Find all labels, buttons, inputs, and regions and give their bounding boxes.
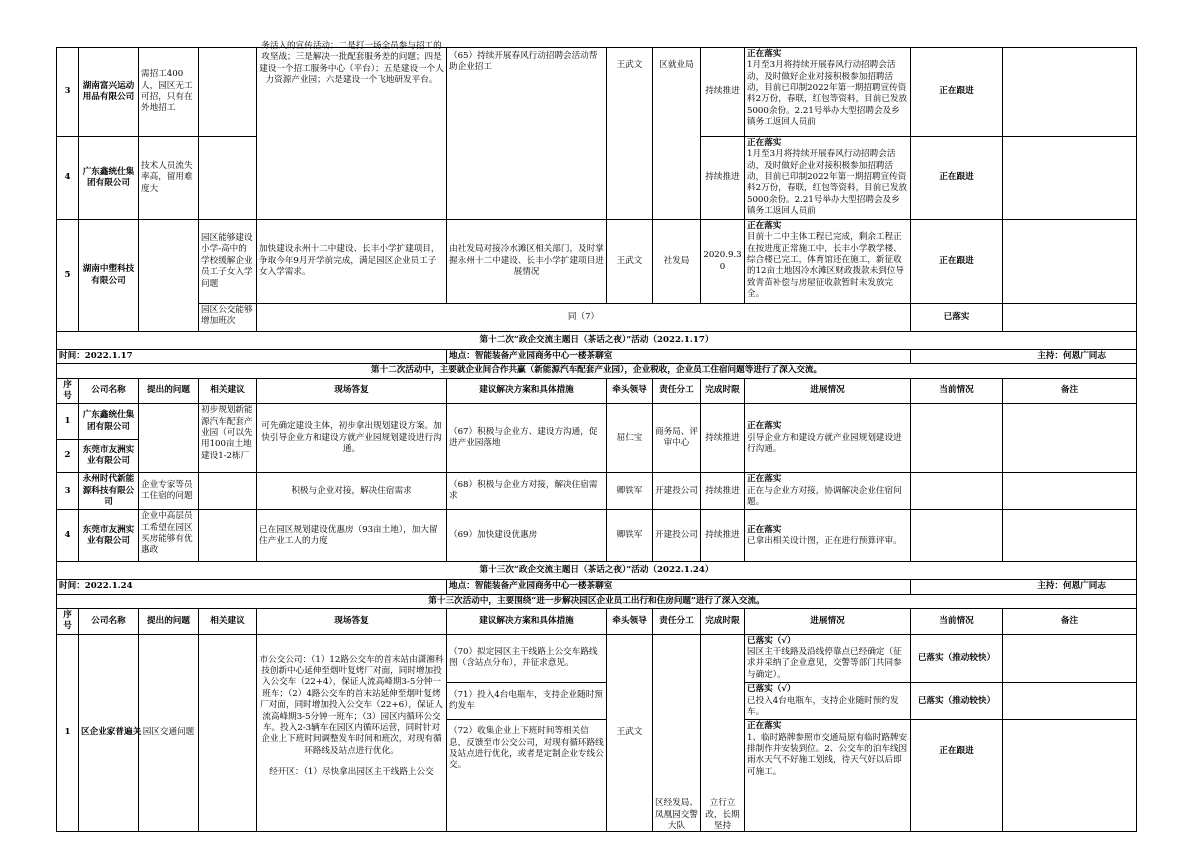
table-row <box>57 304 1137 332</box>
col-header: 责任分工 <box>653 378 701 404</box>
remark-cell <box>1003 220 1137 304</box>
progress-head: 正在落实 <box>747 721 782 732</box>
progress-head: 正在落实 <box>747 49 782 59</box>
progress-cell <box>745 510 911 562</box>
suggest-text: 初步规划新能源汽车配套产业园（可以先用100亩土地建设1-2栋厂 <box>201 405 253 461</box>
status-cell <box>911 510 1003 562</box>
deadline-text: 立行立改，长期坚持 <box>705 798 740 831</box>
meeting12-summary: 第十二次活动中，主要就企业间合作共赢（新能源汽车配套产业园），企业税收，企业员工住宿问题等进行了深入交流。 <box>57 364 1137 378</box>
problem-cell: 园区交通问题 <box>139 634 199 831</box>
col-header: 序号 <box>57 609 79 635</box>
measure-cell: 由社发局对接冷水滩区相关部门，及时掌握永州十二中建设、长丰小学扩建项目进展情况 <box>447 220 607 304</box>
problem-cell <box>139 404 199 473</box>
remark-cell <box>1003 404 1137 473</box>
status-cell: 正在跟进 <box>911 720 1003 832</box>
response-text: 市公交公司：（1）12路公交车的首末站由潇湘科技创新中心延伸至烟叶复烤厂对面，同时增加投入公交车（22+4），保证人流高峰期3-5分钟一班车；（2）4路公交车的首末站延伸至烟叶复烤厂对面，同时增加投入公交车（22+6），保证人流高峰期3-5分钟一班车；（3）园区内循环公交车。投入2-3辆车在园区内循环运营，同时针对企业上下班时间调整发车时间和班次，对现有循环路线及站点进行优化。 <box>259 654 444 756</box>
response-cell <box>257 634 447 831</box>
remark-cell <box>1003 683 1137 720</box>
col-header: 公司名称 <box>79 378 139 404</box>
progress-body: 园区主干线路及沿线停靠点已经确定（征求并采纳了企业意见，交警等部门共同参与确定）。 <box>747 647 902 680</box>
status-cell <box>911 404 1003 473</box>
deadline-cell: 持续推进 <box>701 48 745 137</box>
meeting13-title: 第十三次“政企交流主题日（茶话之夜）”活动（2022.1.24） <box>57 562 1137 580</box>
table-row <box>57 350 1137 364</box>
deadline-cell: 2020.9.30 <box>701 220 745 304</box>
dept-cell: 开建投公司 <box>653 510 701 562</box>
col-header: 相关建议 <box>199 609 257 635</box>
row-number: 1 <box>57 404 79 440</box>
progress-head: 已落实（√） <box>747 684 796 695</box>
table-header-row <box>57 378 1137 404</box>
problem-cell: 技术人员流失率高，留用难度大 <box>139 137 199 220</box>
status-cell: 已落实（推动较快） <box>911 683 1003 720</box>
col-header: 备注 <box>1003 609 1137 635</box>
measure-cell: （68）积极与企业方对接，解决住宿需求 <box>447 473 607 510</box>
row-number: 3 <box>57 48 79 137</box>
remark-cell <box>1003 634 1137 682</box>
col-header: 序号 <box>57 378 79 404</box>
col-header: 提出的问题 <box>139 609 199 635</box>
leader-cell: 屈仁宝 <box>607 404 653 473</box>
row-number: 3 <box>57 473 79 510</box>
progress-cell <box>745 634 911 682</box>
problem-cell <box>139 220 199 332</box>
progress-body: 正在与企业方对接，协调解决企业住宿问题。 <box>747 485 902 508</box>
dept-text: 区经发局、凤凰园交警大队 <box>655 798 698 831</box>
company-name: 东莞市友洲实业有限公司 <box>79 439 139 473</box>
deadline-cell: 持续推进 <box>701 137 745 220</box>
meeting13-place: 地点：智能装备产业园商务中心一楼茶聊室 <box>447 580 911 594</box>
response-text-2: 经开区：（1）尽快拿出园区主干线路上公交 <box>269 766 434 777</box>
measure-cell: （72）收集企业上下班时间等相关信息，反馈至市公交公司，对现有循环路线及站点进行优化，或者是定制企业专线公交。 <box>447 720 607 832</box>
table-row <box>57 48 1137 137</box>
measure-cell: （69）加快建设优惠房 <box>447 510 607 562</box>
remark-cell <box>1003 48 1137 137</box>
remark-cell <box>1003 473 1137 510</box>
col-header: 建议解决方案和具体措施 <box>447 609 607 635</box>
col-header: 完成时限 <box>701 609 745 635</box>
remark-cell <box>1003 304 1137 332</box>
col-header: 当前情况 <box>911 609 1003 635</box>
col-header: 牵头领导 <box>607 609 653 635</box>
progress-cell <box>745 137 911 220</box>
response-text: 务活入的宣传活动；二是打一场全员参与招工的攻坚战；三是解决一批配套服务差的问题；四是建设一个招工服务中心（平台）；五是建设一个人力资源产业园；六是建设一个飞地研发平台。 <box>259 41 444 86</box>
dept-cell: 商务局、评审中心 <box>653 404 701 473</box>
progress-body: 1月至3月将持续开展春风行动招聘会活动，及时做好企业对接积极参加招聘活动，目前已印制2022年第一期招聘宣传资料2万份，春联，红包等资料，目前已发放5000余份。2.21号举办大型招聘会及乡镇务工返回人员前 <box>747 60 908 128</box>
row-number: 4 <box>57 510 79 562</box>
response-cell: 积极与企业对接，解决住宿需求 <box>257 473 447 510</box>
col-header: 现场答复 <box>257 378 447 404</box>
progress-head: 正在落实 <box>747 524 782 535</box>
meeting12-place: 地点：智能装备产业园商务中心一楼茶聊室 <box>447 350 911 364</box>
table-row <box>57 562 1137 580</box>
dept-cell <box>653 634 701 831</box>
leader-cell: 卿铁军 <box>607 510 653 562</box>
table-row <box>57 510 1137 562</box>
meeting13-time: 时间：2022.1.24 <box>57 580 447 594</box>
company-name: 区企业家普遍关 <box>79 634 139 831</box>
remark-cell <box>1003 720 1137 832</box>
suggest-cell <box>199 304 257 332</box>
dept-cell: 区就业局 <box>653 48 701 220</box>
remark-cell <box>1003 510 1137 562</box>
dept-cell: 开建投公司 <box>653 473 701 510</box>
measure-cell: （71）投入4台电瓶车，支持企业随时预约发车 <box>447 683 607 720</box>
progress-body: 已拿出相关设计图，正在进行预算评审。 <box>747 535 902 546</box>
progress-body: 已投入4台电瓶车，支持企业随时预约发车。 <box>747 695 899 717</box>
response-cell <box>257 41 447 220</box>
company-name: 广东鑫统仕集团有限公司 <box>79 137 139 220</box>
progress-cell <box>745 220 911 304</box>
row-number: 1 <box>57 634 79 831</box>
progress-cell <box>745 720 911 832</box>
leader-cell: 王武文 <box>607 48 653 220</box>
table-row <box>57 580 1137 594</box>
col-header: 责任分工 <box>653 609 701 635</box>
table-row <box>57 364 1137 378</box>
deadline-cell <box>701 634 745 831</box>
suggest-cell <box>199 634 257 831</box>
progress-head: 已落实（√） <box>747 635 796 646</box>
company-name: 湖南中塑科技有限公司 <box>79 220 139 332</box>
deadline-cell: 持续推进 <box>701 510 745 562</box>
problem-cell <box>139 510 199 562</box>
problem-text: 企业中高层员工希望在园区买房能够有优惠政 <box>141 511 193 556</box>
col-header: 进展情况 <box>745 609 911 635</box>
table-row <box>57 332 1137 350</box>
table-header-row <box>57 609 1137 635</box>
spreadsheet-sheet <box>56 41 1136 841</box>
measure-cell: （67）积极与企业方、建设方沟通，促进产业园落地 <box>447 404 607 473</box>
col-header: 现场答复 <box>257 609 447 635</box>
meeting12-time: 时间：2022.1.17 <box>57 350 447 364</box>
suggest-cell <box>199 48 257 137</box>
suggest-cell: 园区能够建设小学-高中的学校缓解企业员工子女入学问题 <box>199 220 257 304</box>
row-number: 5 <box>57 220 79 332</box>
measure-cell: （65）持续开展春风行动招聘会活动帮助企业招工 <box>447 48 607 220</box>
progress-head: 正在落实 <box>747 138 782 148</box>
suggest-cell <box>199 404 257 473</box>
status-cell: 已落实（推动较快） <box>911 634 1003 682</box>
col-header: 相关建议 <box>199 378 257 404</box>
meeting13-host: 主持：何恩广同志 <box>911 580 1137 594</box>
dept-cell: 社发局 <box>653 220 701 304</box>
progress-body: 目前十二中主体工程已完成，剩余工程正在按进度正常施工中，长丰小学教学楼、综合楼已完工，体育馆还在施工，新征收的12亩土地因冷水滩区财政拨款未到位导致青苗补偿与房屋征收款暂时未发放完全。 <box>747 232 905 300</box>
leader-cell: 王武文 <box>607 634 653 831</box>
col-header: 公司名称 <box>79 609 139 635</box>
status-cell: 已落实 <box>911 304 1003 332</box>
meeting12-title: 第十二次“政企交流主题日（茶话之夜）”活动（2022.1.17） <box>57 332 1137 350</box>
response-cell: 已在园区规划建设优惠房（93亩土地），加大留住产业工人的力度 <box>257 510 447 562</box>
status-cell: 正在跟进 <box>911 220 1003 304</box>
table-row <box>57 404 1137 440</box>
progress-head: 正在落实 <box>747 421 782 432</box>
same-as-cell: 同（7） <box>257 304 911 332</box>
row-number: 4 <box>57 137 79 220</box>
col-header: 完成时限 <box>701 378 745 404</box>
progress-body: 1、临时路牌参照市交通局原有临时路牌安排制作并安装到位。2、公交车的泊车线因雨水天气不好施工划线，待天气好以后即可施工。 <box>747 732 908 777</box>
measure-cell: （70）拟定园区主干线路上公交车路线图（含站点分布），并征求意见。 <box>447 634 607 682</box>
suggest-text: 园区公交能够增加班次 <box>201 305 253 327</box>
remark-cell <box>1003 137 1137 220</box>
table-row <box>57 594 1137 608</box>
table-row <box>57 220 1137 304</box>
suggest-cell <box>199 137 257 220</box>
meeting12-host: 主持：何恩广同志 <box>911 350 1137 364</box>
progress-cell <box>745 473 911 510</box>
meeting-table <box>56 41 1137 832</box>
status-cell: 正在跟进 <box>911 137 1003 220</box>
suggest-cell <box>199 473 257 510</box>
col-header: 进展情况 <box>745 378 911 404</box>
company-name: 东莞市友洲实业有限公司 <box>79 510 139 562</box>
leader-cell: 卿铁军 <box>607 473 653 510</box>
col-header: 备注 <box>1003 378 1137 404</box>
progress-cell <box>745 404 911 473</box>
company-name: 湖南富兴运动用品有限公司 <box>79 48 139 137</box>
progress-head: 正在落实 <box>747 221 782 231</box>
row-number: 2 <box>57 439 79 473</box>
deadline-cell: 持续推进 <box>701 404 745 473</box>
col-header: 建议解决方案和具体措施 <box>447 378 607 404</box>
progress-cell <box>745 683 911 720</box>
leader-cell: 王武文 <box>607 220 653 304</box>
status-cell: 正在跟进 <box>911 48 1003 137</box>
problem-cell: 企业专家等员工住宿的问题 <box>139 473 199 510</box>
progress-body: 1月至3月将持续开展春风行动招聘会活动，及时做好企业对接积极参加招聘活动，目前已印制2022年第一期招聘宣传资料2万份，春联，红包等资料，目前已发放5000余份。2.21号举办大型招聘会及乡镇务工返回人员前 <box>747 149 908 217</box>
status-cell <box>911 473 1003 510</box>
table-row <box>57 634 1137 682</box>
progress-cell <box>745 48 911 137</box>
col-header: 提出的问题 <box>139 378 199 404</box>
company-name: 永州时代新能源科技有限公司 <box>79 473 139 510</box>
problem-cell: 需招工400人，园区无工可招，只有在外地招工 <box>139 48 199 137</box>
suggest-cell <box>199 510 257 562</box>
col-header: 当前情况 <box>911 378 1003 404</box>
company-name: 广东鑫统仕集团有限公司 <box>79 404 139 440</box>
response-cell: 加快建设永州十二中建设、长丰小学扩建项目，争取今年9月开学前完成，满足园区企业员工子女入学需求。 <box>257 220 447 304</box>
col-header: 牵头领导 <box>607 378 653 404</box>
progress-head: 正在落实 <box>747 474 782 485</box>
response-cell: 可先确定建设主体，初步拿出规划建设方案。加快引导企业方和建设方就产业园规划建设进行沟通。 <box>257 404 447 473</box>
meeting13-summary: 第十三次活动中，主要围绕“进一步解决园区企业员工出行和住房问题”进行了深入交流。 <box>57 594 1137 608</box>
progress-body: 引导企业方和建设方就产业园规划建设进行沟通。 <box>747 432 902 455</box>
table-row <box>57 473 1137 510</box>
deadline-cell: 持续推进 <box>701 473 745 510</box>
